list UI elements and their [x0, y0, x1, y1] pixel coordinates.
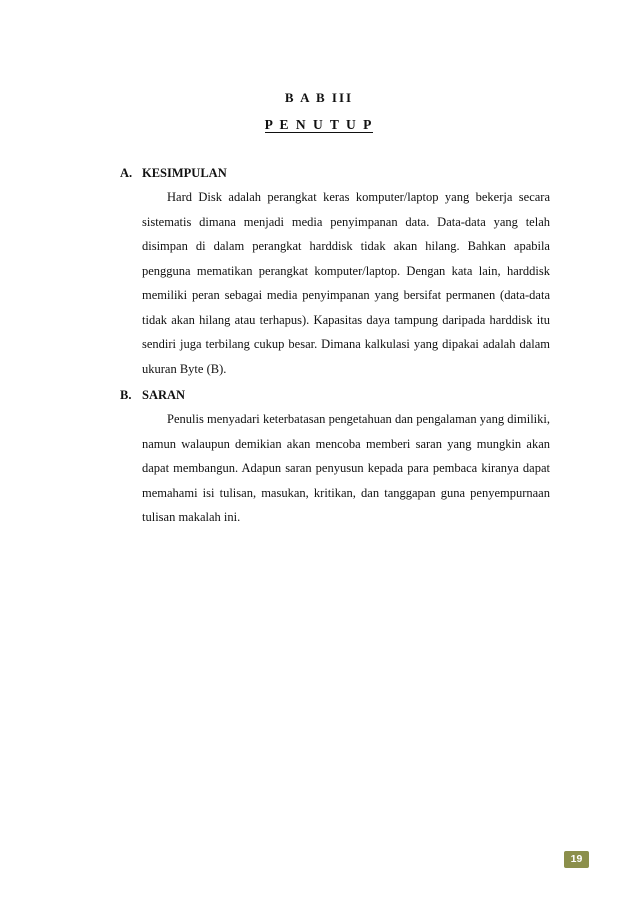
section-heading-text: SARAN — [142, 388, 186, 402]
chapter-label: B A B III — [284, 90, 354, 105]
section-letter: A. — [120, 166, 133, 180]
chapter-title-text: P E N U T U P — [264, 117, 374, 132]
section-heading — [120, 163, 550, 183]
page-number-badge: 19 — [564, 851, 589, 868]
section-body — [142, 407, 550, 530]
section-heading-text: KESIMPULAN — [142, 166, 227, 180]
section-saran — [120, 385, 550, 530]
section-paragraph: Penulis menyadari keterbatasan pengetahuan dan pengalaman yang dimiliki, namun walaupun demikian akan mencoba memberi saran yang mungkin akan dapat membangun. Adapun saran penyusun kepada para pembaca kiranya dapat memahami isi tulisan, masukan, kritikan, dan tanggapan guna penyempurnaan tulisan makalah ini. — [142, 412, 550, 524]
section-paragraph: Hard Disk adalah perangkat keras komputer/laptop yang bekerja secara sistematis dimana menjadi media penyimpanan data. Data-data yang telah disimpan di dalam perangkat harddisk tidak akan hilang. Bahkan apabila pengguna mematikan perangkat komputer/laptop. Dengan kata lain, harddisk memiliki peran sebagai media penyimpanan yang bersifat permanen (data-data tidak akan hilang atau terhapus). Kapasitas daya tampung daripada harddisk itu sendiri juga terbilang cukup besar. Dimana kalkulasi yang dipakai adalah dalam ukuran Byte (B). — [142, 190, 550, 376]
chapter-title — [0, 117, 638, 133]
section-heading — [120, 385, 550, 405]
section-body — [142, 185, 550, 381]
section-kesimpulan — [120, 163, 550, 381]
section-letter: B. — [120, 388, 132, 402]
